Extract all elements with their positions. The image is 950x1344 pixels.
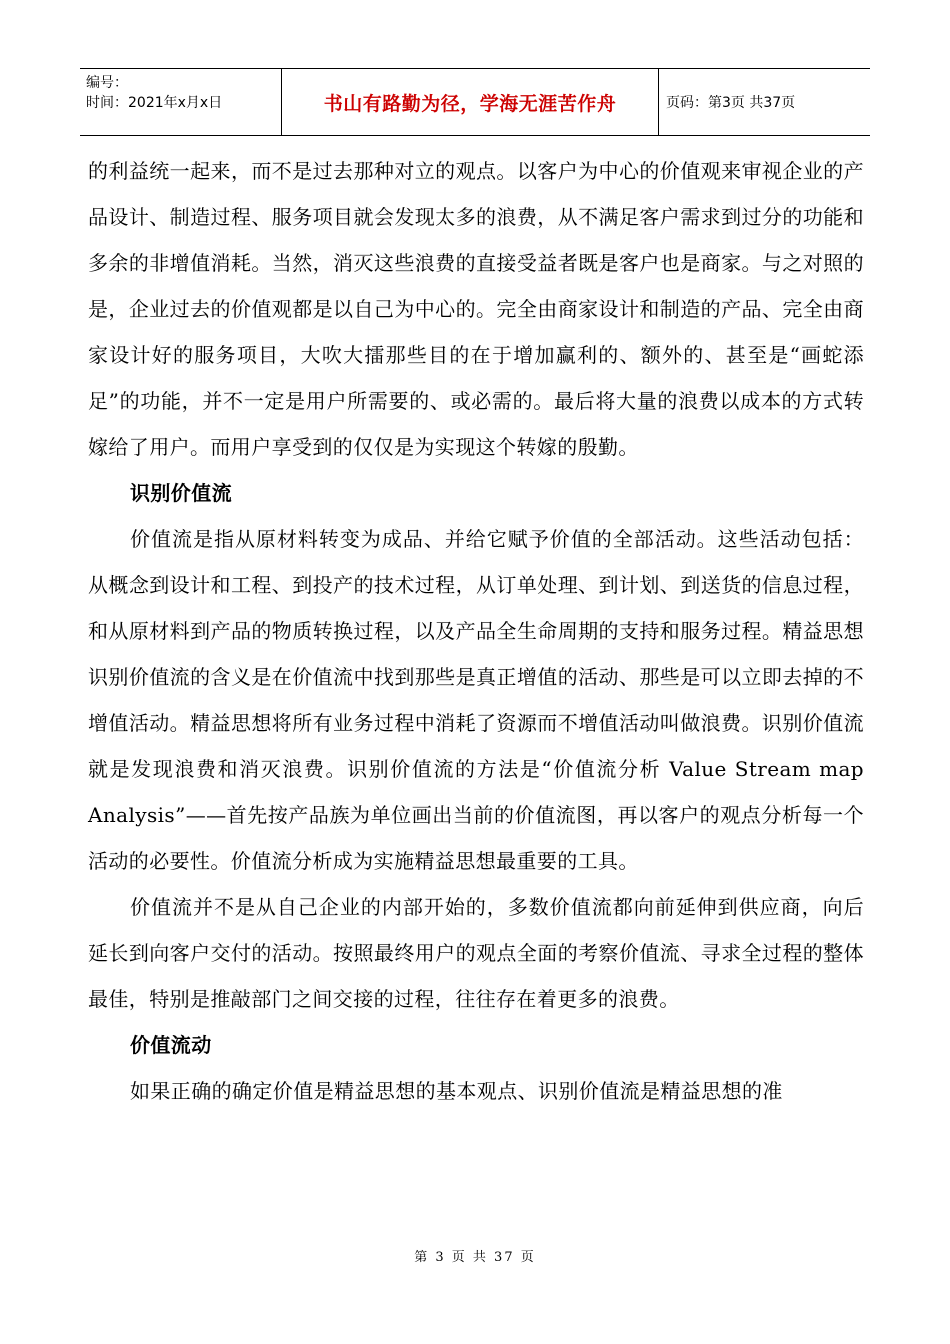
page-footer: 第 3 页 共 37 页 xyxy=(414,1250,536,1265)
header-divider xyxy=(658,69,659,135)
document-number-label: 编号： xyxy=(86,75,128,91)
header-meta xyxy=(86,73,286,113)
body-paragraph: 价值流是指从原材料转变为成品、并给它赋予价值的全部活动。这些活动包括：从概念到设计和工程、到投产的技术过程，从订单处理、到计划、到送货的信息过程，和从原材料到产品的物质转换过程，以及产品全生命周期的支持和服务过程。精益思想识别价值流的含义是在价值流中找到那些是真正增值的活动、那些是可以立即去掉的不增值活动。精益思想将所有业务过程中消耗了资源而不增值活动叫做浪费。识别价值流就是发现浪费和消灭浪费。识别价值流的方法是“价值流分析 Value Stream map Analysis”——首先按产品族为单位画出当前的价值流图，再以客户的观点分析每一个活动的必要性。价值流分析成为实施精益思想最重要的工具。 xyxy=(88,527,864,873)
body-paragraph: 如果正确的确定价值是精益思想的基本观点、识别价值流是精益思想的准 xyxy=(130,1079,783,1103)
document-body xyxy=(88,148,864,1114)
header-motto: 书山有路勤为径，学海无涯苦作舟 xyxy=(323,92,617,115)
section-heading: 识别价值流 xyxy=(130,481,232,505)
document-time-label: 时间：2021年x月x日 xyxy=(86,95,223,111)
page-header xyxy=(80,68,870,136)
section-heading: 价值流动 xyxy=(130,1033,212,1057)
body-paragraph: 的利益统一起来，而不是过去那种对立的观点。以客户为中心的价值观来审视企业的产品设计、制造过程、服务项目就会发现太多的浪费，从不满足客户需求到过分的功能和多余的非增值消耗。当然，消灭这些浪费的直接受益者既是客户也是商家。与之对照的是，企业过去的价值观都是以自己为中心的。完全由商家设计和制造的产品、完全由商家设计好的服务项目，大吹大擂那些目的在于增加赢利的、额外的、甚至是“画蛇添足”的功能，并不一定是用户所需要的、或必需的。最后将大量的浪费以成本的方式转嫁给了用户。而用户享受到的仅仅是为实现这个转嫁的殷勤。 xyxy=(88,159,864,459)
body-paragraph: 价值流并不是从自己企业的内部开始的，多数价值流都向前延伸到供应商，向后延长到向客户交付的活动。按照最终用户的观点全面的考察价值流、寻求全过程的整体最佳，特别是推敲部门之间交接的过程，往往存在着更多的浪费。 xyxy=(88,895,864,1011)
header-page-info: 页码：第3页 共37页 xyxy=(666,95,796,111)
